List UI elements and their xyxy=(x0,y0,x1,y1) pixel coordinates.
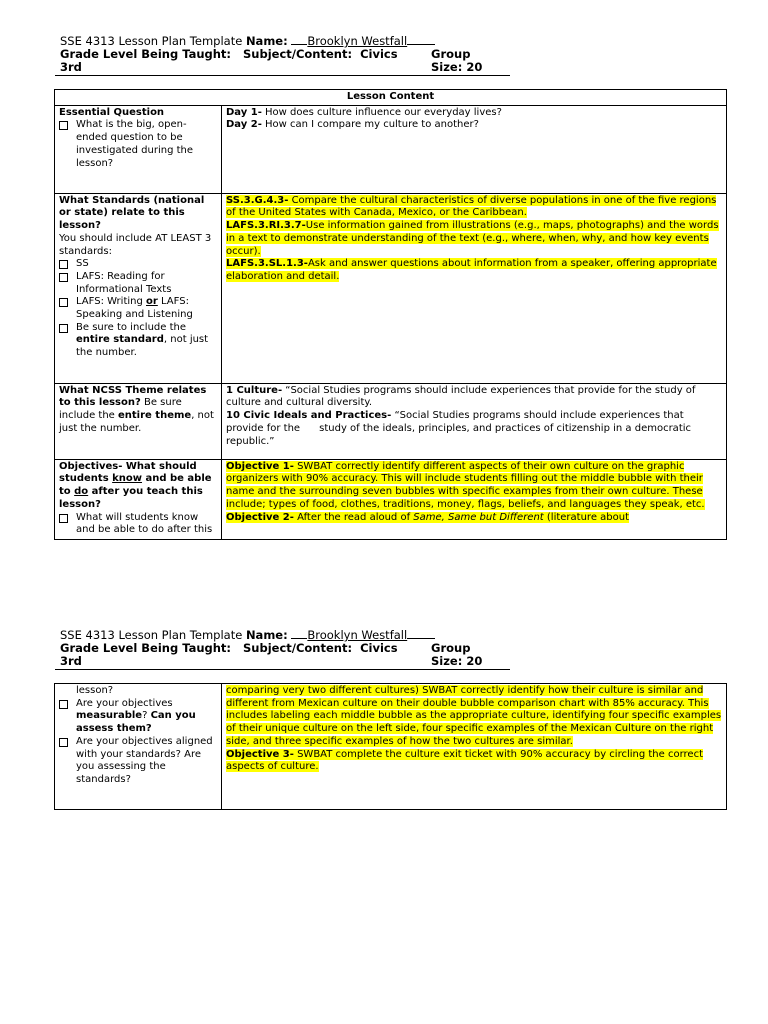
book-title: Same, Same but Different xyxy=(413,511,544,523)
header-rule xyxy=(55,75,510,76)
standards-bullet-entire: Be sure to include the entire standard, not just the number. xyxy=(59,322,217,360)
name-label: Name: xyxy=(245,628,288,642)
ncss-theme-1-text: “Social Studies programs should include experiences that provide for the study of culture and cultural diversity. xyxy=(226,384,696,409)
template-title: SSE 4313 Lesson Plan Template xyxy=(60,628,246,642)
checkbox-icon xyxy=(59,260,68,269)
checkbox-icon xyxy=(59,738,68,747)
ncss-label: What NCSS Theme relates to this lesson? xyxy=(59,384,207,409)
objective-1-label: Objective 1- xyxy=(226,460,294,472)
standards-bullet-reading: LAFS: Reading for Informational Texts xyxy=(59,271,217,296)
ncss-theme-10-label: 10 Civic Ideals and Practices- xyxy=(226,410,392,422)
checkbox-icon xyxy=(59,273,68,282)
subject-value: Civics xyxy=(360,47,398,61)
day2-text: How can I compare my culture to another? xyxy=(261,119,479,131)
grade-value: 3rd xyxy=(60,654,82,668)
standards-label: What Standards (national or state) relate to this lesson? xyxy=(59,194,205,232)
standard-1-text: Compare the cultural characteristics of diverse populations in one of the five regions of the United States with Canada, Mexico, or the Caribbean. xyxy=(226,194,717,219)
objective-2-label: Objective 2- xyxy=(226,511,294,523)
name-label: Name: xyxy=(245,34,288,48)
subject-value: Civics xyxy=(360,641,398,655)
checkbox-icon xyxy=(59,324,68,333)
standard-1-code: SS.3.G.4.3- xyxy=(226,194,289,206)
header-rule xyxy=(55,669,510,670)
standards-bullet-writing: LAFS: Writing or LAFS: Speaking and Listening xyxy=(59,296,217,321)
group-label: Group xyxy=(431,641,471,655)
objectives-bullet-aligned: Are your objectives aligned with your standards? Are you assessing the standards? xyxy=(59,736,217,787)
objectives-bullet-measurable: Are your objectives measurable? Can you assess them? xyxy=(59,698,217,736)
subject-label: Subject/Content: xyxy=(243,641,353,655)
checkbox-icon xyxy=(59,298,68,307)
objectives-row: Objectives- What should students know and be able to do after you teach this lesson? What will students know and be able to do after this Objective 1- SWBAT correctly identify different aspects of their own culture on the graphic organizers with 90% accuracy. This will include students filling out the middle bubble with their name and the surrounding seven bubbles with specific examples from their own culture. These include; types of food, clothes, traditions, money, flags, beliefs, and languages they speak, etc. Objective 2- After the read aloud of Same, Same but Different (literature about xyxy=(55,459,727,539)
lesson-content-heading: Lesson Content xyxy=(55,90,727,106)
essential-question-label: Essential Question xyxy=(59,106,165,118)
objectives-bullet: What will students know and be able to do after this xyxy=(59,512,217,537)
standard-2-text: Use information gained from illustrations (e.g., maps, photographs) and the words in a text to demonstrate understanding of the text (e.g., where, when, why, and how key events occur). xyxy=(226,220,719,257)
objective-3-text: SWBAT complete the culture exit ticket with 90% accuracy by circling the correct aspects of culture. xyxy=(226,748,703,773)
group-size: Size: 20 xyxy=(431,654,483,668)
name-value: Brooklyn Westfall xyxy=(307,34,408,48)
day1-text: How does culture influence our everyday lives? xyxy=(261,106,502,118)
subject-label-group xyxy=(243,642,431,655)
objectives-label: Objectives- What should students know and be able to do after you teach this lesson? xyxy=(59,460,212,510)
grade-value: 3rd xyxy=(60,60,82,74)
objective-1-text: SWBAT correctly identify different aspects of their own culture on the graphic organizers with 90% accuracy. This will include students filling out the middle bubble with their name and the surrounding seven bubbles with specific examples from their own culture. These include; types of food, clothes, traditions, money, flags, beliefs, and languages they speak, etc. xyxy=(226,460,705,510)
grade-label: Grade Level Being Taught: xyxy=(60,641,232,655)
essential-question-bullet: What is the big, open-ended question to be investigated during the lesson? xyxy=(59,119,217,170)
name-value: Brooklyn Westfall xyxy=(307,628,408,642)
day2-label: Day 2- xyxy=(226,119,262,131)
standards-intro: You should include AT LEAST 3 standards: xyxy=(59,232,212,257)
page2-header xyxy=(60,629,510,668)
lesson-content-table-continued xyxy=(54,683,727,810)
checkbox-icon xyxy=(59,700,68,709)
ncss-theme-1-label: 1 Culture- xyxy=(226,384,283,396)
standard-2-code: LAFS.3.RI.3.7- xyxy=(226,220,306,232)
standard-3-text: Ask and answer questions about information from a speaker, offering appropriate elaboration and detail. xyxy=(226,258,717,282)
checkbox-icon xyxy=(59,514,68,523)
grade-label: Grade Level Being Taught: xyxy=(60,47,232,61)
standard-3-code: LAFS.3.SL.1.3- xyxy=(226,258,308,270)
template-title: SSE 4313 Lesson Plan Template xyxy=(60,34,246,48)
essential-question-row xyxy=(55,105,727,193)
objective-2-text-continued: comparing very two different cultures) SWBAT correctly identify how their culture is similar and different from Mexican culture on their double bubble comparison chart with 85% accuracy. This includes labeling each middle bubble as the appropriate culture, identifying four specific examples of their unique culture on the left side, four specific examples of the Mexican Culture on the right side, and three specific examples of how the two cultures are similar. xyxy=(226,685,722,747)
subject-label: Subject/Content: xyxy=(243,47,353,61)
objectives-row-continued xyxy=(55,684,727,810)
day1-label: Day 1- xyxy=(226,106,262,118)
objective-3-label: Objective 3- xyxy=(226,748,294,760)
checkbox-icon xyxy=(59,121,68,130)
group-label: Group xyxy=(431,47,471,61)
standards-bullet-ss: SS xyxy=(59,258,217,271)
standards-row xyxy=(55,193,727,383)
page1-header xyxy=(60,35,510,74)
objectives-bullet-continued: lesson? xyxy=(76,685,114,696)
ncss-theme-10-text: “Social Studies programs should include experiences that provide for the study of the ideals, principles, and practices of citizenship in a democratic republic.” xyxy=(226,410,695,447)
lesson-content-table xyxy=(54,89,727,540)
group-size: Size: 20 xyxy=(431,60,483,74)
subject-label-group xyxy=(243,48,431,61)
ncss-row: What NCSS Theme relates to this lesson? Be sure include the entire theme, not just the number. 1 Culture- “Social Studies programs should include experiences that provide for the study of culture and cultural diversity. 10 Civic Ideals and Practices- “Social Studies programs should include experiences that provide for the study of the ideals, principles, and practices of citizenship in a democratic republic.” xyxy=(55,383,727,459)
